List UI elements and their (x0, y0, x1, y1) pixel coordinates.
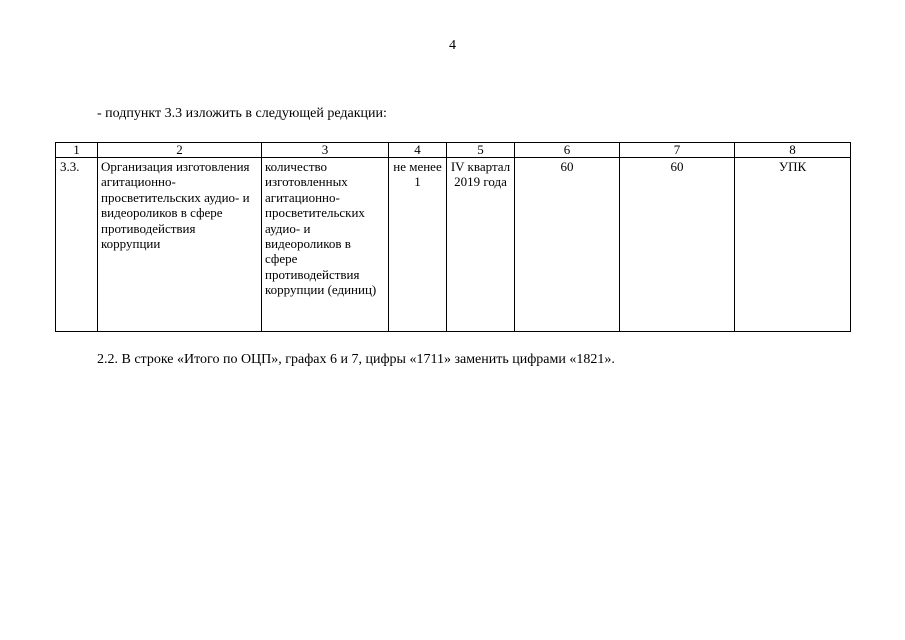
cell-deadline: IV квартал 2019 года (447, 158, 515, 332)
cell-executor: УПК (735, 158, 851, 332)
table-row (56, 158, 851, 332)
table-header-row (56, 143, 851, 158)
intro-paragraph: - подпункт 3.3 изложить в следующей редакции: (97, 106, 387, 121)
page-number: 4 (449, 38, 456, 53)
cell-activity-name: Организация изготовления агитационно-просветительских аудио- и видеороликов в сфере противодействия коррупции (98, 158, 262, 332)
header-col-1: 1 (56, 143, 98, 158)
header-col-7: 7 (620, 143, 735, 158)
header-col-8: 8 (735, 143, 851, 158)
program-table (55, 142, 851, 332)
cell-col-6: 60 (515, 158, 620, 332)
cell-indicator-value: не менее 1 (389, 158, 447, 332)
header-col-3: 3 (262, 143, 389, 158)
header-col-4: 4 (389, 143, 447, 158)
cell-col-7: 60 (620, 158, 735, 332)
cell-indicator-name: количество изготовленных агитационно-просветительских аудио- и видеороликов в сфере противодействия коррупции (единиц) (262, 158, 389, 332)
header-col-5: 5 (447, 143, 515, 158)
header-col-6: 6 (515, 143, 620, 158)
amendment-paragraph: 2.2. В строке «Итого по ОЦП», графах 6 и 7, цифры «1711» заменить цифрами «1821». (97, 352, 615, 367)
cell-item-number: 3.3. (56, 158, 98, 332)
header-col-2: 2 (98, 143, 262, 158)
